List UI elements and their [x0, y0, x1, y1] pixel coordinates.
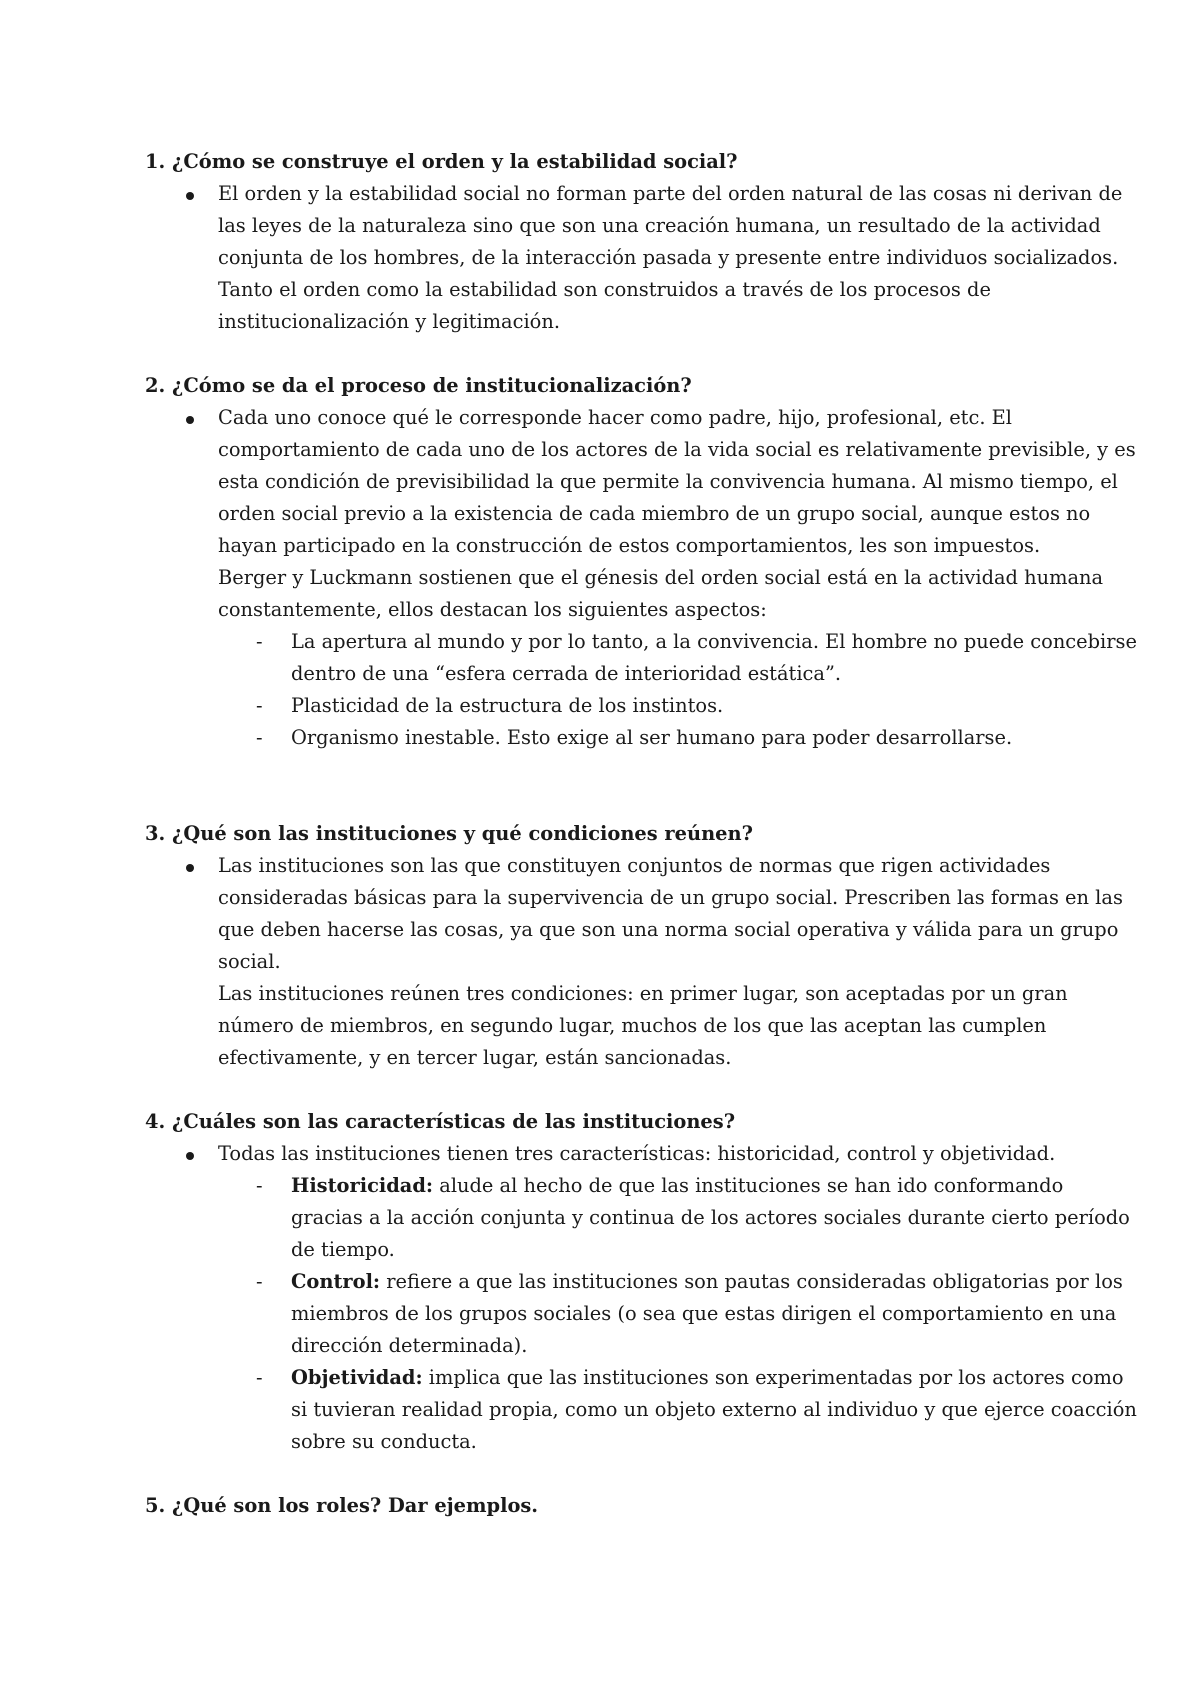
term-definition: refiere a que las instituciones son pautas consideradas obligatorias por los miembros de los grupos sociales (o sea que estas dirigen el comportamiento en una dirección determinada).	[291, 1270, 1123, 1357]
dash-marker: -	[256, 726, 263, 749]
answer-3-bullet	[145, 850, 1140, 1074]
list-item	[218, 626, 1140, 690]
answer-2-paragraph-2: Berger y Luckmann sostienen que el génesis del orden social está en la actividad humana constantemente, ellos destacan los siguientes aspectos:	[218, 566, 1104, 621]
list-item-text: Organismo inestable. Esto exige al ser humano para poder desarrollarse.	[291, 726, 1013, 749]
list-item	[218, 1170, 1140, 1266]
answer-2-paragraph-1: Cada uno conoce qué le corresponde hacer como padre, hijo, profesional, etc. El comportamiento de cada uno de los actores de la vida social es relativamente previsible, y es esta condición de previsibilidad la que permite la convivencia humana. Al mismo tiempo, el orden social previo a la existencia de cada miembro de un grupo social, aunque estos no hayan participado en la construcción de estos comportamientos, les son impuestos.	[218, 406, 1136, 557]
answer-3-paragraph-1: Las instituciones son las que constituyen conjuntos de normas que rigen actividades consideradas básicas para la supervivencia de un grupo social. Prescriben las formas en las que deben hacerse las cosas, ya que son una norma social operativa y válida para un grupo social.	[218, 854, 1123, 973]
bullet-dot-icon	[186, 416, 194, 424]
question-3-heading: 3. ¿Qué son las instituciones y qué condiciones reúnen?	[145, 822, 753, 845]
dash-marker: -	[256, 694, 263, 717]
question-5-heading: 5. ¿Qué son los roles? Dar ejemplos.	[145, 1494, 539, 1517]
dash-marker: -	[256, 1174, 263, 1197]
bullet-dot-icon	[186, 192, 194, 200]
question-2-heading: 2. ¿Cómo se da el proceso de institucionalización?	[145, 374, 692, 397]
list-item	[218, 1362, 1140, 1458]
dash-marker: -	[256, 630, 263, 653]
question-1-heading: 1. ¿Cómo se construye el orden y la estabilidad social?	[145, 150, 738, 173]
answer-4-bullet	[145, 1138, 1140, 1458]
list-item	[218, 722, 1140, 754]
answer-2-bullet	[145, 402, 1140, 754]
list-item	[218, 1266, 1140, 1362]
term-historicidad: Historicidad:	[291, 1174, 434, 1197]
answer-2-aspects-list	[218, 626, 1140, 754]
term-objetividad: Objetividad:	[291, 1366, 423, 1389]
dash-marker: -	[256, 1366, 263, 1389]
answer-3-paragraph-2: Las instituciones reúnen tres condiciones: en primer lugar, son aceptadas por un gran número de miembros, en segundo lugar, muchos de los que las aceptan las cumplen efectivamente, y en tercer lugar, están sancionadas.	[218, 982, 1068, 1069]
bullet-dot-icon	[186, 1152, 194, 1160]
list-item	[218, 690, 1140, 722]
answer-4-paragraph-1: Todas las instituciones tienen tres características: historicidad, control y objetividad.	[218, 1142, 1056, 1165]
term-definition: implica que las instituciones son experimentadas por los actores como si tuvieran realidad propia, como un objeto externo al individuo y que ejerce coacción sobre su conducta.	[291, 1366, 1137, 1453]
list-item-text: Plasticidad de la estructura de los instintos.	[291, 694, 724, 717]
answer-1-bullet	[145, 178, 1140, 338]
term-definition: alude al hecho de que las instituciones se han ido conformando gracias a la acción conjunta y continua de los actores sociales durante cierto período de tiempo.	[291, 1174, 1130, 1261]
question-4-heading: 4. ¿Cuáles son las características de las instituciones?	[145, 1110, 736, 1133]
bullet-dot-icon	[186, 864, 194, 872]
term-control: Control:	[291, 1270, 381, 1293]
answer-4-characteristics-list	[218, 1170, 1140, 1458]
list-item-text: La apertura al mundo y por lo tanto, a la convivencia. El hombre no puede concebirse dentro de una “esfera cerrada de interioridad estática”.	[291, 630, 1137, 685]
dash-marker: -	[256, 1270, 263, 1293]
answer-1-paragraph-1: El orden y la estabilidad social no forman parte del orden natural de las cosas ni derivan de las leyes de la naturaleza sino que son una creación humana, un resultado de la actividad conjunta de los hombres, de la interacción pasada y presente entre individuos socializados. Tanto el orden como la estabilidad son construidos a través de los procesos de institucionalización y legitimación.	[218, 182, 1123, 333]
